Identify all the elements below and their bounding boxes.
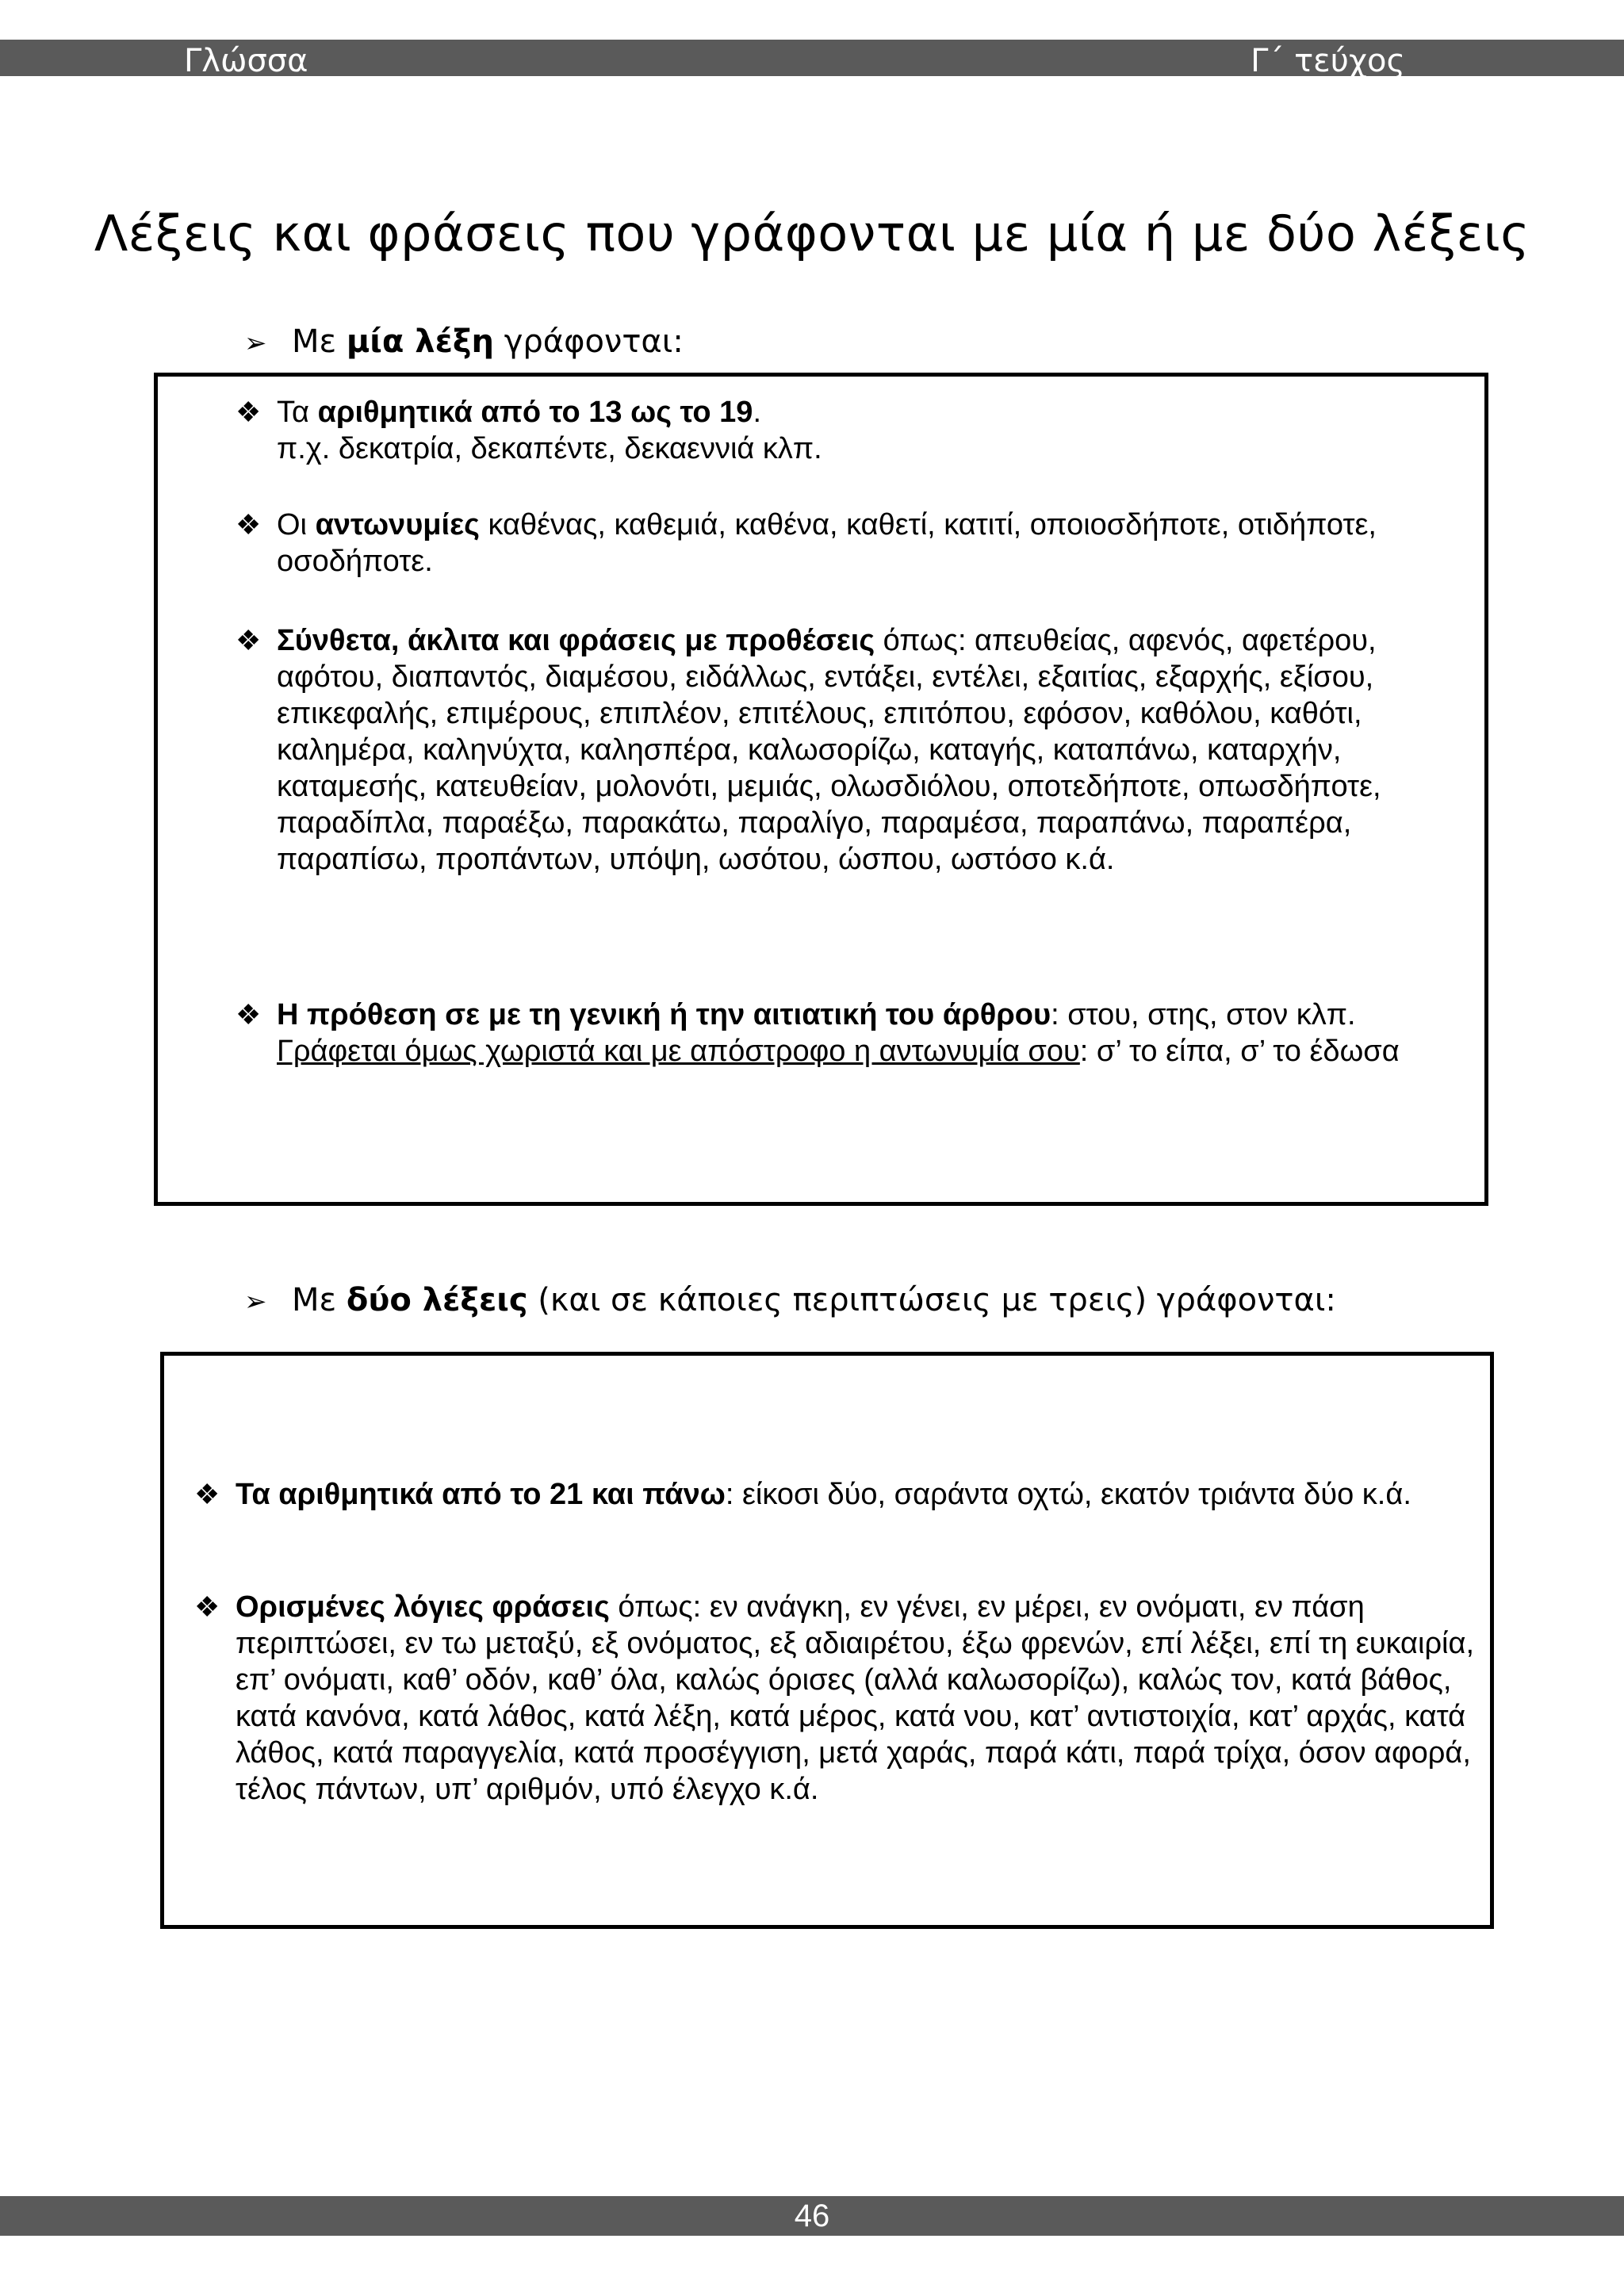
list-item [236,507,1466,580]
four-diamond-icon: ❖ [236,508,262,541]
list-item [194,1589,1480,1808]
item-bold: Η πρόθεση σε με τη γενική ή την αιτιατική του άρθρου [277,998,1051,1031]
list-item [236,394,1466,467]
item-underlined: Γράφεται όμως χωριστά και με απόστροφο η αντωνυμία σου [277,1035,1080,1068]
item-bold: αριθμητικά από το 13 ως το 19 [317,396,753,429]
list-item [194,1476,1480,1513]
item-text: : είκοσι δύο, σαράντα οχτώ, εκατόν τριάντα δύο κ.ά. [725,1478,1411,1511]
one-word-box [154,373,1488,1206]
header-bar [0,40,1624,79]
item-bold: Ορισμένες λόγιες φράσεις [236,1590,610,1624]
section-bold: μία λέξη [346,323,494,360]
section-suffix: (και σε κάποιες περιπτώσεις με τρεις) γράφονται: [527,1282,1336,1318]
item-text: όπως: απευθείας, αφενός, αφετέρου, αφότου, διαπαντός, διαμέσου, ειδάλλως, εντάξει, εντέλει, εξαιτίας, εξαρχής, εξίσου, επικεφαλής, επιμέρους, επιπλέον, επιτέλους, επιτόπου, εφόσον, καθόλου, καθότι, καλημέρα, καληνύχτα, καλησπέρα, καλωσορίζω, καταγής, καταπάνω, καταρχήν, καταμεσής, κατευθείαν, μολονότι, μεμιάς, ολωσδιόλου, οποτεδήποτε, οπωσδήποτε, παραδίπλα, παραέξω, παρακάτω, παραλίγο, παραμέσα, παραπάνω, παραπέρα, παραπίσω, προπάντων, υπόψη, ωσότου, ώσπου, ωστόσο κ.ά. [277,624,1381,876]
four-diamond-icon: ❖ [236,998,262,1031]
four-diamond-icon: ❖ [236,624,262,656]
list-item [236,997,1466,1070]
item-text: : στου, στης, στον κλπ. [1051,998,1356,1031]
header-issue: Γ΄ τεύχος [1251,43,1405,79]
item-bold: Τα αριθμητικά από το 21 και πάνω [236,1478,726,1511]
section-heading-one-word [244,323,684,360]
item-bold: Σύνθετα, άκλιτα και φράσεις με προθέσεις [277,624,875,657]
section-suffix: γράφονται: [493,323,684,360]
four-diamond-icon: ❖ [194,1478,220,1510]
item-lead: Τα [277,396,318,429]
item-lead: Οι [277,508,316,541]
section-prefix: Με [292,1282,347,1318]
item-text: καθένας, καθεμιά, καθένα, καθετί, κατιτί, οποιοσδήποτε, οτιδήποτε, οσοδήποτε. [277,508,1377,578]
footer-bar [0,2196,1624,2236]
item-example: π.χ. δεκατρία, δεκαπέντε, δεκαεννιά κλπ. [277,432,822,465]
item-text: : σ’ το είπα, σ’ το έδωσα [1079,1035,1400,1068]
item-text: όπως: εν ανάγκη, εν γένει, εν μέρει, εν ονόματι, εν πάση περιπτώσει, εν τω μεταξύ, εξ ονόματος, εξ αδιαιρέτου, έξω φρενών, επί λέξει, επί τη ευκαιρία, επ’ ονόματι, καθ’ οδόν, καθ’ όλα, καλώς όρισες (αλλά καλωσορίζω), καλώς τον, κατά βάθος, κατά κανόνα, κατά λάθος, κατά λέξη, κατά μέρος, κατά νου, κατ’ αντιστοιχία, κατ’ αρχάς, κατά λάθος, κατά παραγγελία, κατά προσέγγιση, μετά χαράς, παρά κάτι, παρά τρίχα, όσον αφορά, τέλος πάντων, υπ’ αριθμόν, υπό έλεγχο κ.ά. [236,1590,1475,1806]
page-number: 46 [794,2198,830,2233]
four-diamond-icon: ❖ [194,1590,220,1623]
four-diamond-icon: ❖ [236,396,262,428]
page-title: Λέξεις και φράσεις που γράφονται με μία ή με δύο λέξεις [94,205,1530,262]
section-bold: δύο λέξεις [346,1282,528,1318]
section-prefix: Με [292,323,347,360]
item-bold: αντωνυμίες [315,508,480,541]
arrow-right-icon: ➢ [244,1286,267,1318]
item-text: . [753,396,762,429]
two-words-box [160,1352,1494,1929]
section-heading-two-words [244,1282,1336,1318]
arrow-right-icon: ➢ [244,327,267,359]
list-item [236,622,1466,878]
header-subject: Γλώσσα [184,43,308,79]
